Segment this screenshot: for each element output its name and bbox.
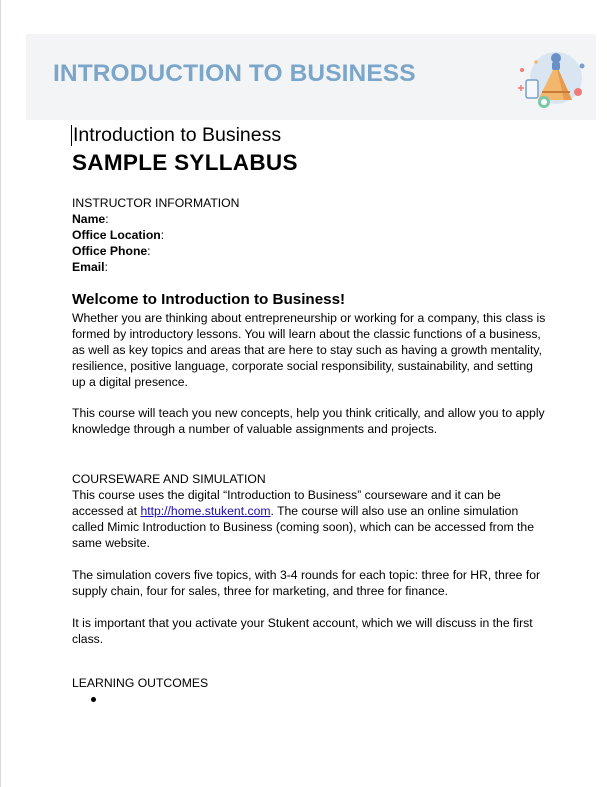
- course-title: Introduction to Business: [73, 124, 282, 146]
- stukent-link[interactable]: http://home.stukent.com: [140, 504, 271, 518]
- text-line: It is important that you activate your Stukent account, which we will discuss in the first: [72, 616, 533, 630]
- text-line: The simulation covers five topics, with 3-4 rounds for each topic: three for HR, three for: [72, 568, 541, 582]
- text-line-with-link: accessed at http://home.stukent.com. The course will also use an online simulation: [72, 504, 519, 518]
- text-line: formed by introductory lessons. You will learn about the classic functions of a business,: [72, 327, 541, 341]
- text-line: knowledge through a number of valuable assignments and projects.: [72, 422, 438, 436]
- text-line: This course will teach you new concepts, help you think critically, and allow you to apply: [72, 406, 545, 420]
- text-line: called Mimic Introduction to Business (coming soon), which can be accessed from the: [72, 520, 534, 534]
- learning-outcomes-section: [72, 675, 552, 691]
- field-email[interactable]: Email:: [72, 260, 108, 274]
- text-line: Whether you are thinking about entrepreneurship or working for a company, this class is: [72, 311, 546, 325]
- courseware-section: [72, 471, 552, 551]
- simulation-paragraph: [72, 567, 552, 599]
- text-line: up a digital presence.: [72, 375, 188, 389]
- bullet-point: [91, 697, 96, 702]
- activation-paragraph: [72, 615, 552, 647]
- document-gutter: [1, 0, 26, 787]
- syllabus-title: SAMPLE SYLLABUS: [72, 150, 298, 175]
- text-line: same website.: [72, 536, 150, 550]
- text-line: resilience, positive language, corporate social responsibility, sustainability, and setting: [72, 359, 533, 373]
- field-office-location[interactable]: Office Location:: [72, 228, 165, 242]
- welcome-paragraph-1: [72, 310, 552, 390]
- header-banner: [26, 34, 596, 120]
- welcome-heading: Welcome to Introduction to Business!: [72, 291, 346, 308]
- banner-title: INTRODUCTION TO BUSINESS: [53, 60, 416, 87]
- instructor-heading: INSTRUCTOR INFORMATION: [72, 196, 240, 210]
- field-name[interactable]: Name:: [72, 212, 109, 226]
- instructor-section: [72, 195, 552, 275]
- welcome-paragraph-2: [72, 405, 552, 437]
- text-cursor: [71, 125, 72, 146]
- learning-outcomes-heading: LEARNING OUTCOMES: [72, 676, 209, 690]
- text-line: as well as key topics and areas that are here to stay such as having a growth mentality,: [72, 343, 542, 357]
- courseware-heading: COURSEWARE AND SIMULATION: [72, 472, 266, 486]
- business-illustration-icon: [512, 42, 592, 114]
- text-line: supply chain, four for sales, three for marketing, and three for finance.: [72, 584, 448, 598]
- text-line: This course uses the digital “Introduction to Business” courseware and it can be: [72, 488, 501, 502]
- text-line: class.: [72, 632, 104, 646]
- field-office-phone[interactable]: Office Phone:: [72, 244, 151, 258]
